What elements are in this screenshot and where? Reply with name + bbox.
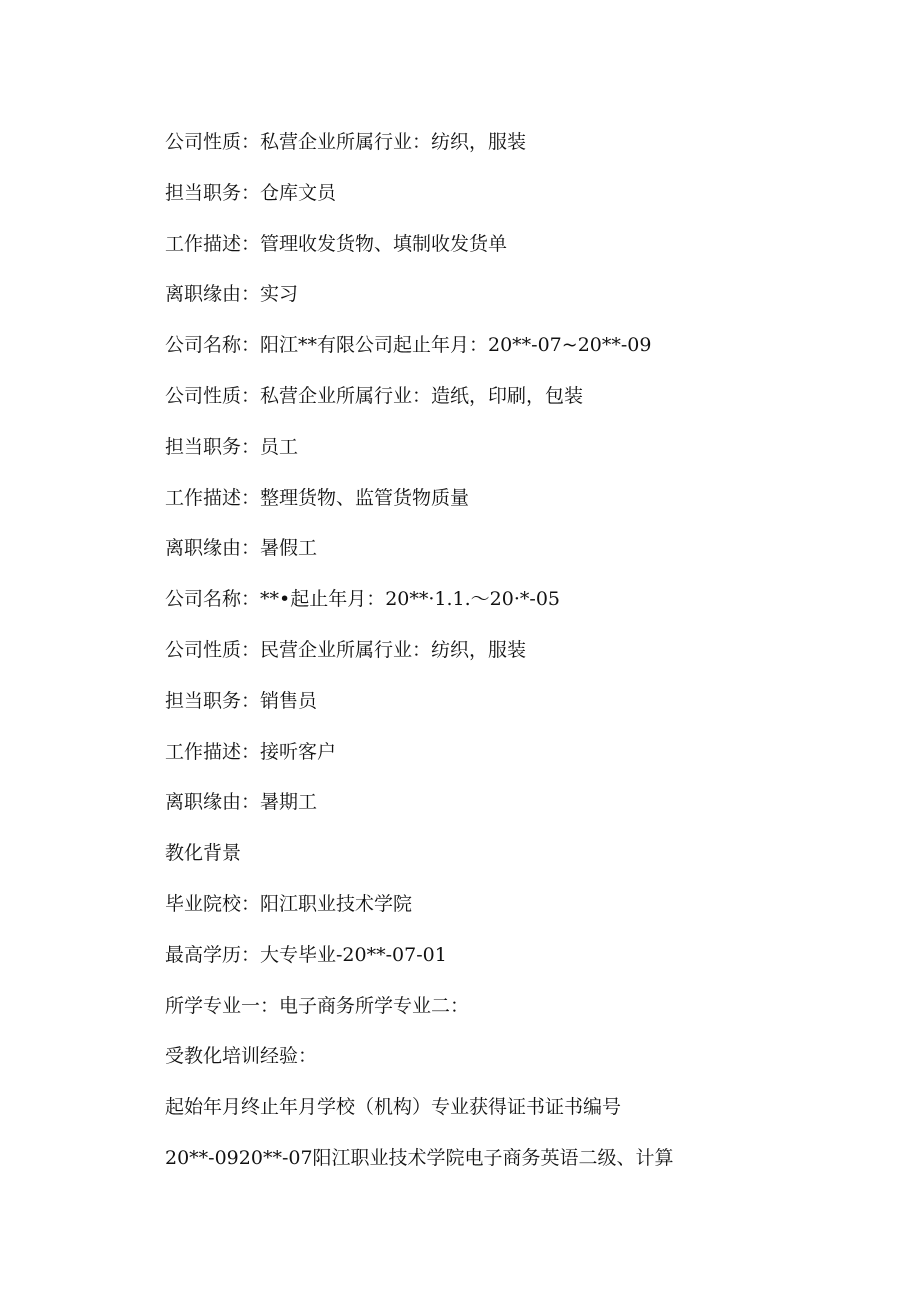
training-table-row: 20**-0920**-07阳江职业技术学院电子商务英语二级、计算 <box>165 1146 674 1169</box>
graduate-school-line: 毕业院校：阳江职业技术学院 <box>165 892 413 915</box>
job-description-line-3: 工作描述：接听客户 <box>165 740 337 763</box>
leave-reason-line-2: 离职缘由：暑假工 <box>165 537 318 560</box>
document-body <box>165 125 865 1192</box>
majors-line: 所学专业一：电子商务所学专业二： <box>165 994 470 1017</box>
company-nature-line-1: 公司性质：私营企业所属行业：纺织，服装 <box>165 131 527 153</box>
company-nature-line-3: 公司性质：民营企业所属行业：纺织，服装 <box>165 638 527 661</box>
education-heading: 教化背景 <box>165 842 242 865</box>
training-table-header: 起始年月终止年月学校（机构）专业获得证书证书编号 <box>165 1096 622 1119</box>
job-description-line-2: 工作描述：整理货物、监管货物质量 <box>165 486 470 509</box>
company-name-line-3: 公司名称：**•起止年月：20**·1.1.～20·*-05 <box>165 588 560 611</box>
position-line-2: 担当职务：员工 <box>165 435 299 458</box>
training-heading: 受教化培训经验： <box>165 1045 318 1068</box>
leave-reason-line-1: 离职缘由：实习 <box>165 283 299 306</box>
highest-degree-line: 最高学历：大专毕业-20**-07-01 <box>165 943 447 966</box>
leave-reason-line-3: 离职缘由：暑期工 <box>165 791 318 814</box>
position-line-3: 担当职务：销售员 <box>165 689 318 712</box>
job-description-line-1: 工作描述：管理收发货物、填制收发货单 <box>165 232 508 255</box>
company-nature-line-2: 公司性质：私营企业所属行业：造纸，印刷，包装 <box>165 384 584 407</box>
position-line-1: 担当职务：仓库文员 <box>165 181 337 204</box>
company-name-line-2: 公司名称：阳江**有限公司起止年月：20**-07~20**-09 <box>165 334 652 357</box>
